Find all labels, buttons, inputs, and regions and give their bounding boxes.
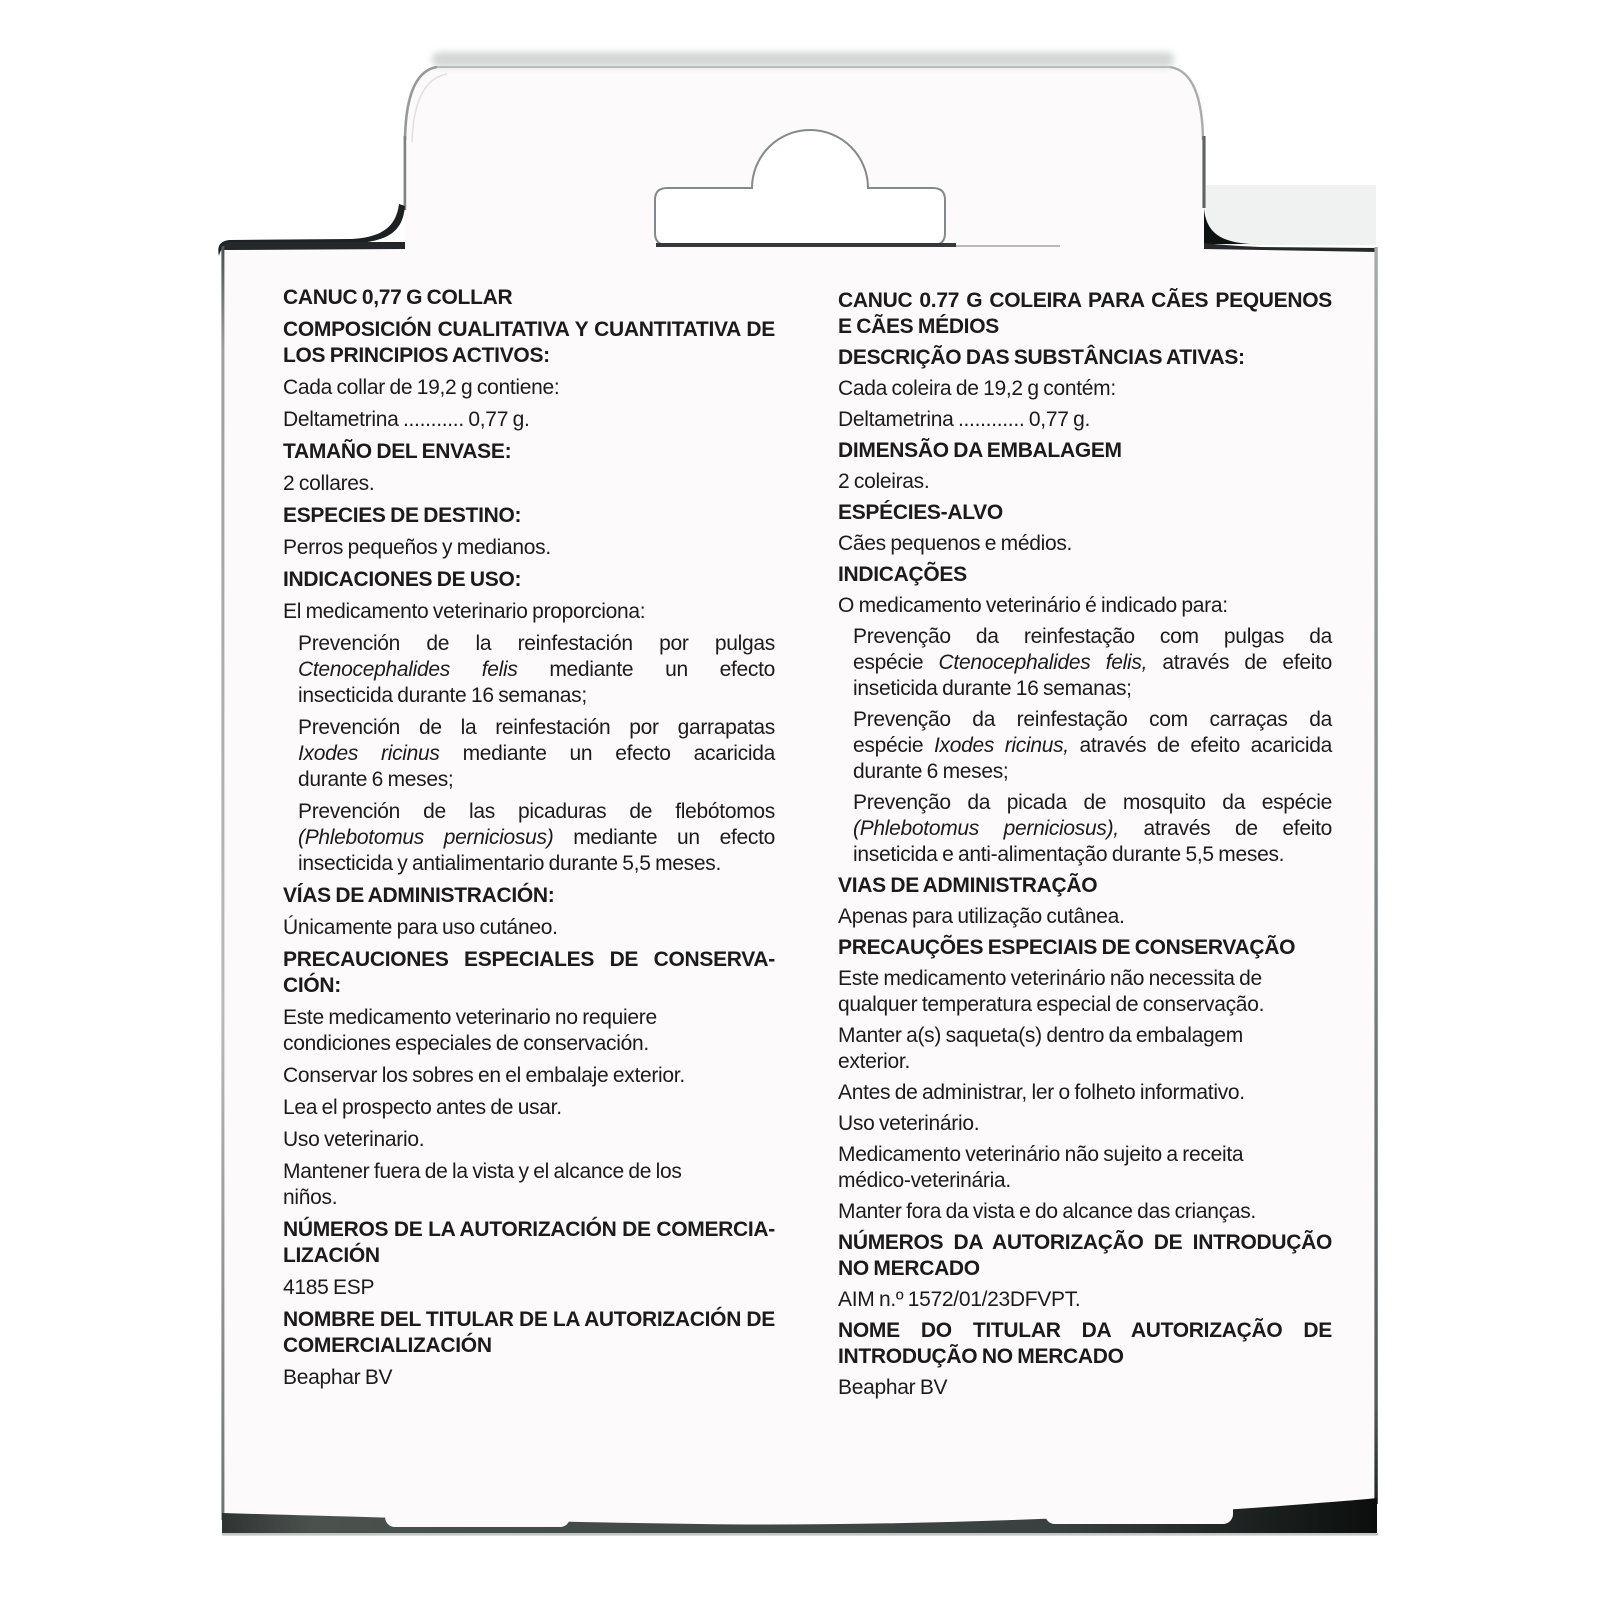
label-paragraph (838, 1199, 1332, 1225)
label-paragraph (283, 1063, 775, 1089)
label-paragraph (283, 471, 775, 497)
label-heading (838, 345, 1332, 371)
label-line: 2 coleiras. (838, 470, 930, 493)
label-line: NOMBRE DEL TITULAR DE LA AUTORIZACIÓN DE (283, 1308, 775, 1331)
label-line: insecticida y antialimentario durante 5,5 meses. (298, 852, 721, 875)
label-line: inseticida e anti-alimentação durante 5,5 meses. (853, 843, 1285, 866)
label-heading (838, 1230, 1332, 1282)
label-line: CANUC 0.77 G COLEIRA PARA CÃES PEQUENOS (838, 289, 1332, 312)
label-paragraph (838, 1375, 1332, 1401)
label-line: O medicamento veterinário é indicado para: (838, 594, 1228, 617)
label-line: Únicamente para uso cutáneo. (283, 916, 558, 939)
label-paragraph (283, 799, 775, 877)
label-paragraph (283, 1365, 775, 1391)
label-line: AIM n.º 1572/01/23DFVPT. (838, 1288, 1081, 1311)
label-paragraph (283, 1159, 775, 1211)
label-paragraph (838, 1142, 1332, 1194)
label-line: COMPOSICIÓN CUALITATIVA Y CUANTITATIVA DE (283, 318, 775, 341)
label-line: Uso veterinário. (838, 1112, 980, 1135)
label-heading (283, 1307, 775, 1359)
label-line: INDICACIONES DE USO: (283, 568, 522, 591)
label-paragraph (283, 599, 775, 625)
label-line: E CÃES MÉDIOS (838, 315, 999, 338)
label-line: LIZACIÓN (283, 1244, 380, 1267)
label-line: Perros pequeños y medianos. (283, 536, 551, 559)
label-line: 4185 ESP (283, 1276, 375, 1299)
label-line: niños. (283, 1186, 338, 1209)
label-paragraph (838, 376, 1332, 402)
label-paragraph (838, 966, 1332, 1018)
label-line: Deltametrina ........... 0,77 g. (283, 408, 530, 431)
label-line: COMERCIALIZACIÓN (283, 1334, 492, 1357)
label-paragraph (283, 631, 775, 709)
label-heading (283, 317, 775, 369)
label-line: (Phlebotomus perniciosus) mediante un efecto (298, 826, 775, 849)
label-line: NO MERCADO (838, 1257, 980, 1280)
label-line: NÚMEROS DE LA AUTORIZACIÓN DE COMERCIA- (283, 1218, 775, 1241)
label-line: INDICAÇÕES (838, 563, 967, 586)
label-heading (838, 935, 1332, 961)
label-line: Prevenção da reinfestação com pulgas da (853, 625, 1332, 648)
top-shadow-smear (432, 52, 1174, 67)
label-line: espécie Ctenocephalides felis, através de efeito (853, 651, 1333, 674)
label-line: Cada collar de 19,2 g contiene: (283, 376, 560, 399)
label-line: condiciones especiales de conservación. (283, 1032, 649, 1055)
label-line: exterior. (838, 1050, 910, 1073)
label-paragraph (838, 904, 1332, 930)
label-line: Prevenção da picada de mosquito da espécie (853, 791, 1332, 814)
label-line: NOME DO TITULAR DA AUTORIZAÇÃO DE (838, 1319, 1332, 1342)
label-line: Deltametrina ............ 0,77 g. (838, 408, 1091, 431)
label-heading (283, 285, 775, 311)
label-paragraph (283, 407, 775, 433)
label-heading (838, 500, 1332, 526)
label-line: Ctenocephalides felis mediante un efecto (298, 658, 775, 681)
label-line: 2 collares. (283, 472, 375, 495)
label-paragraph (283, 1005, 775, 1057)
label-line: LOS PRINCIPIOS ACTIVOS: (283, 344, 550, 367)
label-line: Ixodes ricinus mediante un efecto acaricida (298, 742, 775, 765)
label-heading (283, 947, 775, 999)
label-line: CIÓN: (283, 974, 341, 997)
label-line: Conservar los sobres en el embalaje exterior. (283, 1064, 685, 1087)
label-paragraph (283, 1127, 775, 1153)
under-tab-right-shade (1206, 185, 1376, 245)
label-paragraph (283, 715, 775, 793)
label-line: Cada coleira de 19,2 g contém: (838, 377, 1116, 400)
label-heading (283, 1217, 775, 1269)
label-line: El medicamento veterinario proporciona: (283, 600, 646, 623)
label-heading (283, 439, 775, 465)
label-heading (838, 438, 1332, 464)
label-paragraph (838, 790, 1332, 868)
label-line: Apenas para utilização cutânea. (838, 905, 1125, 928)
label-heading (283, 567, 775, 593)
label-line: insecticida durante 16 semanas; (298, 684, 587, 707)
label-line: INTRODUÇÃO NO MERCADO (838, 1345, 1124, 1368)
label-paragraph (838, 624, 1332, 702)
label-line: espécie Ixodes ricinus, através de efeito acaricida (853, 734, 1332, 757)
label-line: VÍAS DE ADMINISTRACIÓN: (283, 884, 555, 907)
label-line: Manter a(s) saqueta(s) dentro da embalagem (838, 1024, 1243, 1047)
label-line: médico-veterinária. (838, 1169, 1011, 1192)
label-paragraph (838, 593, 1332, 619)
label-line: qualquer temperatura especial de conservação. (838, 993, 1265, 1016)
label-line: PRECAUCIONES ESPECIALES DE CONSERVA- (283, 948, 775, 971)
label-line: Cães pequenos e médios. (838, 532, 1073, 555)
label-paragraph (838, 1080, 1332, 1106)
label-paragraph (838, 1023, 1332, 1075)
label-paragraph (838, 407, 1332, 433)
label-paragraph (838, 707, 1332, 785)
label-line: durante 6 meses; (298, 768, 454, 791)
hang-tab-right-edge (1202, 136, 1205, 208)
label-line: durante 6 meses; (853, 760, 1009, 783)
label-paragraph (283, 1275, 775, 1301)
bottom-edge-underline (222, 1533, 1378, 1536)
label-line: Prevención de la reinfestación por pulgas (298, 632, 775, 655)
label-line: NÚMEROS DA AUTORIZAÇÃO DE INTRODUÇÃO (838, 1231, 1332, 1254)
label-line: DESCRIÇÃO DAS SUBSTÂNCIAS ATIVAS: (838, 346, 1245, 369)
label-line: Lea el prospecto antes de usar. (283, 1096, 562, 1119)
hang-tab-left-edge (404, 136, 407, 210)
label-line: DIMENSÃO DA EMBALAGEM (838, 439, 1122, 462)
label-line: Antes de administrar, ler o folheto informativo. (838, 1081, 1245, 1104)
label-paragraph (838, 531, 1332, 557)
label-column-portuguese (838, 288, 1332, 1406)
label-paragraph (838, 1287, 1332, 1313)
label-line: ESPÉCIES-ALVO (838, 501, 1003, 524)
label-line: CANUC 0,77 G COLLAR (283, 286, 513, 309)
bottom-flap-left (385, 1486, 570, 1527)
label-paragraph (283, 375, 775, 401)
label-line: Este medicamento veterinário não necessita de (838, 967, 1262, 990)
label-line: Uso veterinario. (283, 1128, 425, 1151)
label-line: Manter fora da vista e do alcance das crianças. (838, 1200, 1256, 1223)
label-paragraph (283, 915, 775, 941)
label-paragraph (838, 469, 1332, 495)
label-line: Prevención de las picaduras de flebótomos (298, 800, 775, 823)
label-paragraph (283, 1095, 775, 1121)
label-line: VIAS DE ADMINISTRAÇÃO (838, 874, 1098, 897)
label-heading (283, 883, 775, 909)
label-line: Prevención de la reinfestación por garrapatas (298, 716, 775, 739)
card-top-edge-left-line (222, 242, 405, 250)
label-line: inseticida durante 16 semanas; (853, 677, 1132, 700)
bottom-flap-right (1045, 1484, 1233, 1524)
label-line: Prevenção da reinfestação com carraças da (853, 708, 1332, 731)
label-heading (838, 1318, 1332, 1370)
label-line: Medicamento veterinário não sujeito a receita (838, 1143, 1244, 1166)
label-heading (838, 288, 1332, 340)
card-right-edge (1374, 247, 1377, 1504)
label-line: Beaphar BV (838, 1376, 948, 1399)
label-paragraph (838, 1111, 1332, 1137)
label-heading (838, 873, 1332, 899)
label-line: Beaphar BV (283, 1366, 393, 1389)
card-left-edge (221, 246, 224, 1520)
label-heading (838, 562, 1332, 588)
label-line: ESPECIES DE DESTINO: (283, 504, 522, 527)
label-line: (Phlebotomus perniciosus), através de efeito (853, 817, 1332, 840)
label-line: TAMAÑO DEL ENVASE: (283, 440, 512, 463)
label-paragraph (283, 535, 775, 561)
label-heading (283, 503, 775, 529)
label-line: Este medicamento veterinario no requiere (283, 1006, 657, 1029)
label-line: PRECAUÇÕES ESPECIAIS DE CONSERVAÇÃO (838, 936, 1296, 959)
label-column-spanish (283, 285, 775, 1397)
label-line: Mantener fuera de la vista y el alcance de los (283, 1160, 682, 1183)
